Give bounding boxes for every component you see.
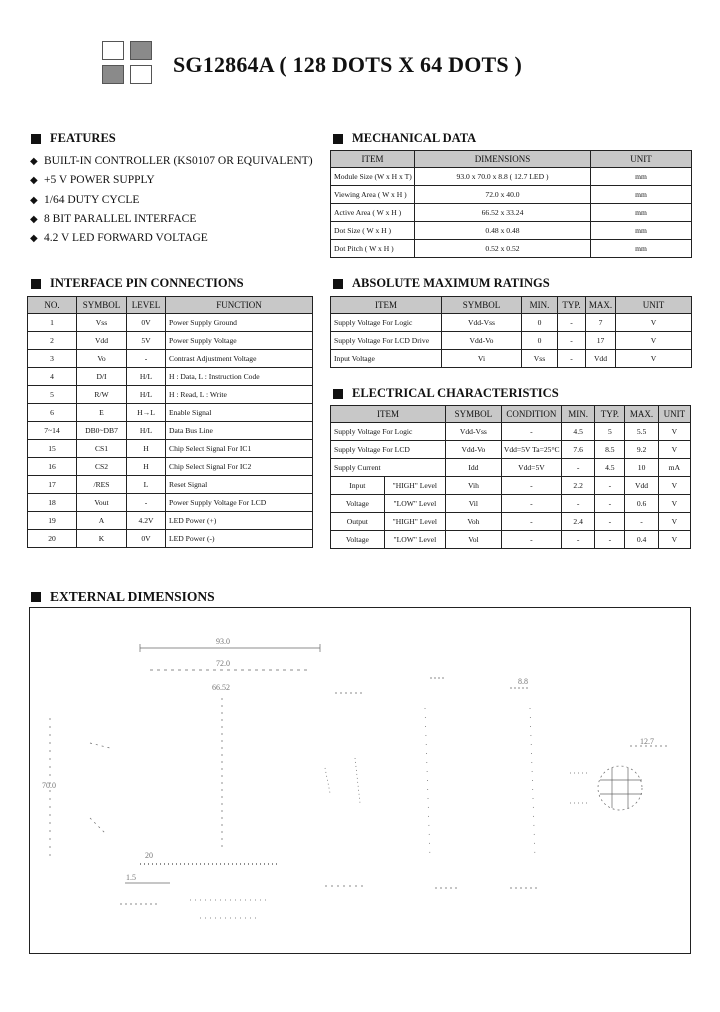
absolute-heading	[333, 276, 550, 291]
side-view-line	[425, 708, 430, 858]
dim-label-sub: 72.0	[216, 659, 230, 668]
table-row: Supply Voltage For LCD Vdd-Vo Vdd=5V Ta=25°C 7.6 8.5 9.2 V	[331, 441, 691, 459]
table-row: Dot Pitch ( W x H ) 0.52 x 0.52 mm	[331, 240, 692, 258]
pitch-label: 1.5	[126, 873, 136, 882]
mechanical-heading	[333, 131, 476, 146]
table-row: 3 Vo - Contrast Adjustment Voltage	[28, 350, 313, 368]
pin-label: 20	[145, 851, 153, 860]
logo-square-2	[130, 41, 152, 60]
table-row: 4 D/I H/L H : Data, L : Instruction Code	[28, 368, 313, 386]
table-row: Voltage "LOW" Level Vol - - - 0.4 V	[331, 531, 691, 549]
external-heading-text: EXTERNAL DIMENSIONS	[50, 589, 215, 604]
table-header-row: NO. SYMBOL LEVEL FUNCTION	[28, 297, 313, 314]
diamond-bullet-icon: ◆	[30, 156, 38, 167]
table-row: Input "HIGH" Level Vih - 2.2 - Vdd V	[331, 477, 691, 495]
table-row: Input Voltage Vi Vss - Vdd V	[331, 350, 692, 368]
side-view-line	[355, 758, 360, 803]
table-row: 5 R/W H/L H : Read, L : Write	[28, 386, 313, 404]
logo-square-4	[130, 65, 152, 84]
table-row: 16 CS2 H Chip Select Signal For IC2	[28, 458, 313, 476]
list-item: ◆ 8 BIT PARALLEL INTERFACE	[30, 210, 313, 229]
table-row: 19 A 4.2V LED Power (+)	[28, 512, 313, 530]
electrical-table	[330, 405, 691, 549]
table-row: Supply Voltage For Logic Vdd-Vss 0 - 7 V	[331, 314, 692, 332]
square-bullet-icon	[333, 134, 343, 144]
electrical-heading	[333, 386, 559, 401]
square-bullet-icon	[31, 592, 41, 602]
dim-label-top: 93.0	[216, 637, 230, 646]
table-row: Output "HIGH" Level Voh - 2.4 - - V	[331, 513, 691, 531]
square-bullet-icon	[31, 134, 41, 144]
mechanical-heading-text: MECHANICAL DATA	[352, 131, 477, 145]
table-row: Active Area ( W x H ) 66.52 x 33.24 mm	[331, 204, 692, 222]
table-row: 15 CS1 H Chip Select Signal For IC1	[28, 440, 313, 458]
led-side-line	[530, 708, 535, 858]
absolute-table	[330, 296, 692, 368]
table-row: Viewing Area ( W x H ) 72.0 x 40.0 mm	[331, 186, 692, 204]
table-row: 17 /RES L Reset Signal	[28, 476, 313, 494]
table-header-row: ITEM SYMBOL CONDITION MIN. TYP. MAX. UNIT	[331, 406, 691, 423]
interface-heading-text: INTERFACE PIN CONNECTIONS	[50, 276, 244, 290]
table-row: 18 Vout - Power Supply Voltage For LCD	[28, 494, 313, 512]
mechanical-table	[330, 150, 692, 258]
diamond-bullet-icon: ◆	[30, 194, 38, 206]
electrical-heading-text: ELECTRICAL CHARACTERISTICS	[352, 386, 559, 400]
table-row: 6 E H→L Enable Signal	[28, 404, 313, 422]
external-dimensions-drawing	[29, 607, 691, 954]
company-logo	[102, 41, 153, 85]
outline-line	[90, 743, 110, 748]
square-bullet-icon	[333, 279, 343, 289]
diamond-bullet-icon: ◆	[30, 175, 38, 187]
diamond-bullet-icon: ◆	[30, 233, 38, 245]
table-row: 2 Vdd 5V Power Supply Voltage	[28, 332, 313, 350]
features-heading	[31, 131, 116, 146]
list-item: ◆ 1/64 DUTY CYCLE	[30, 191, 313, 210]
side-label-2: 12.7	[640, 737, 654, 746]
list-item: ◆ 4.2 V LED FORWARD VOLTAGE	[30, 229, 313, 248]
features-heading-text: FEATURES	[50, 131, 116, 145]
square-bullet-icon	[31, 279, 41, 289]
logo-square-1	[102, 41, 124, 60]
table-header-row: ITEM DIMENSIONS UNIT	[331, 151, 692, 168]
detail-circle	[598, 766, 642, 810]
absolute-heading-text: ABSOLUTE MAXIMUM RATINGS	[352, 276, 550, 290]
page-title: SG12864A ( 128 DOTS X 64 DOTS )	[173, 52, 523, 77]
table-row: 20 K 0V LED Power (-)	[28, 530, 313, 548]
interface-table	[27, 296, 313, 548]
table-row: 1 Vss 0V Power Supply Ground	[28, 314, 313, 332]
table-row: Voltage "LOW" Level Vil - - - 0.6 V	[331, 495, 691, 513]
table-row: Module Size (W x H x T) 93.0 x 70.0 x 8.8 ( 12.7 LED ) mm	[331, 168, 692, 186]
table-row: Supply Voltage For Logic Vdd-Vss - 4.5 5 5.5 V	[331, 423, 691, 441]
list-item: ◆ +5 V POWER SUPPLY	[30, 171, 313, 190]
dim-label-left: 70.0	[42, 781, 56, 790]
table-header-row: ITEM SYMBOL MIN. TYP. MAX. UNIT	[331, 297, 692, 314]
side-label-1: 8.8	[518, 677, 528, 686]
table-row: Supply Current Idd Vdd=5V - 4.5 10 mA	[331, 459, 691, 477]
table-row: Dot Size ( W x H ) 0.48 x 0.48 mm	[331, 222, 692, 240]
table-row: Supply Voltage For LCD Drive Vdd-Vo 0 - 17 V	[331, 332, 692, 350]
outline-line	[90, 818, 105, 833]
dim-label-sub2: 66.52	[212, 683, 230, 692]
side-view-line	[325, 768, 330, 793]
diamond-bullet-icon: ◆	[30, 213, 38, 225]
square-bullet-icon	[333, 389, 343, 399]
logo-square-3	[102, 65, 124, 84]
features-list	[30, 152, 313, 248]
interface-heading	[31, 276, 244, 291]
dimension-drawing-svg	[30, 608, 692, 955]
list-item: ◆ BUILT-IN CONTROLLER (KS0107 OR EQUIVALENT)	[30, 152, 313, 171]
external-heading	[31, 589, 215, 605]
table-row: 7~14 DB0~DB7 H/L Data Bus Line	[28, 422, 313, 440]
